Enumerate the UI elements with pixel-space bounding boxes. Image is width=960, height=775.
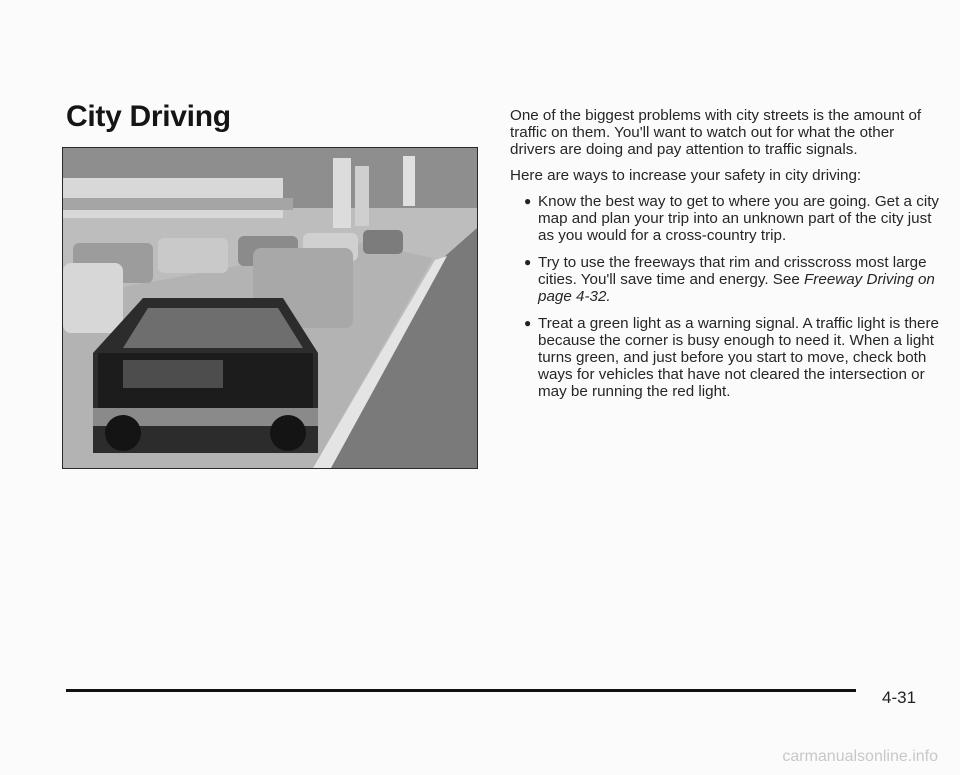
- watermark: carmanualsonline.info: [782, 748, 938, 765]
- tip-text: Know the best way to get to where you are going. Get a city map and plan your trip into an unknown part of the city just as you would for a cross-country trip.: [538, 193, 940, 244]
- section-title: City Driving: [66, 100, 231, 133]
- bullet-icon: ●: [524, 194, 532, 208]
- bullet-icon: ●: [524, 255, 532, 269]
- footer-divider: [66, 689, 856, 692]
- cross-reference-link[interactable]: Freeway Driving on page 4-32.: [538, 271, 935, 305]
- bullet-icon: ●: [524, 316, 532, 330]
- page-number: 4-31: [882, 688, 917, 707]
- safety-tips-list: [510, 193, 940, 400]
- list-item: [524, 254, 940, 305]
- body-text: [510, 107, 940, 410]
- tip-text: Try to use the freeways that rim and crisscross most large cities. You'll save time and energy. See: [538, 254, 927, 288]
- intro-lead-in: Here are ways to increase your safety in city driving:: [510, 167, 862, 184]
- traffic-photo: [62, 147, 478, 469]
- tip-text: Treat a green light as a warning signal. A traffic light is there because the corner is busy enough to need it. When a light turns green, and just before you start to move, check both ways for vehicles that have not cleared the intersection or may be running the red light.: [538, 315, 939, 400]
- intro-paragraph: One of the biggest problems with city streets is the amount of traffic on them. You'll want to watch out for what the other drivers are doing and pay attention to traffic signals.: [510, 107, 922, 158]
- list-item: [524, 193, 940, 244]
- list-item: [524, 315, 940, 400]
